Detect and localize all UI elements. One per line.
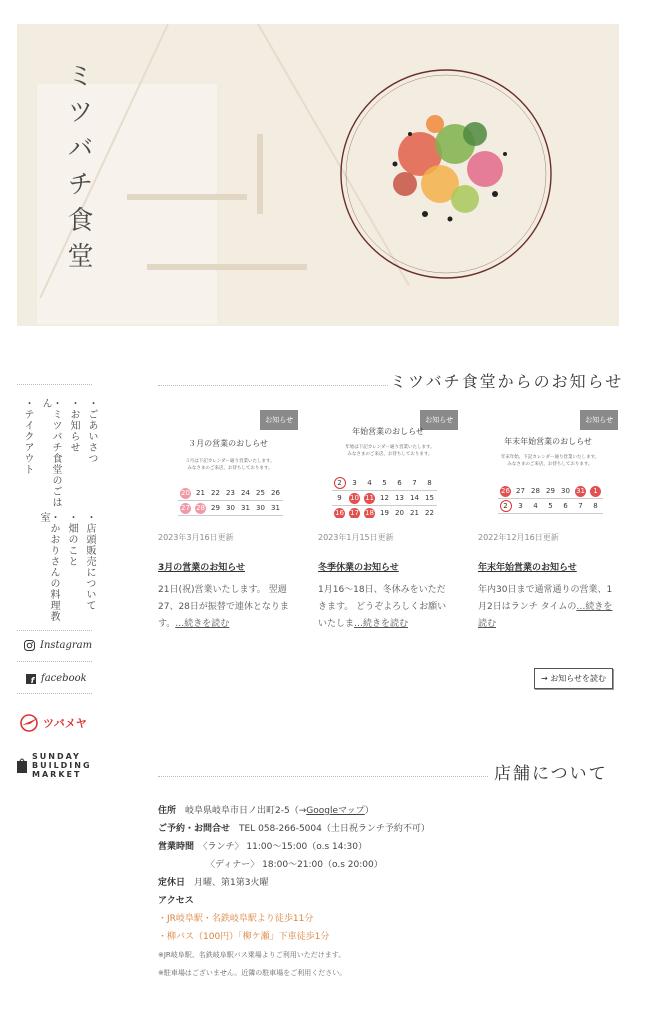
access-note-2: ※駐車場はございません。近隣の駐車場をご利用ください。 bbox=[158, 969, 347, 977]
nav-food[interactable]: ・ミツバチ食堂のごはん bbox=[40, 398, 61, 508]
news-body bbox=[318, 582, 454, 633]
access-bus: ・柳バス（100円）「柳ケ瀬」下車徒歩1分 bbox=[158, 932, 330, 942]
news-card-image-3[interactable] bbox=[478, 410, 618, 518]
news-date: 2022年12月16日更新 bbox=[478, 533, 559, 542]
closed-label: 定休日 bbox=[158, 878, 186, 888]
reserve-label: ご予約・お問合せ bbox=[158, 824, 231, 834]
news-card-image-title: 年末年始営業のおしらせ bbox=[504, 437, 592, 446]
closed-days: 月曜、第1第3火曜 bbox=[194, 878, 269, 888]
bag-icon bbox=[17, 757, 27, 774]
sidebar-divider bbox=[17, 693, 92, 694]
news-body-text: 1月16〜18日、冬休みをいただきます。 どうぞよろしくお願いいたしま bbox=[318, 585, 447, 629]
news-tag: お知らせ bbox=[580, 410, 618, 430]
calendar: 20 21 22 23 24 25 26 27 28 29 30 31 30 31 bbox=[178, 486, 283, 516]
nav-cooking-class[interactable]: ・かおりさんの料理教室 bbox=[38, 512, 59, 622]
news-date: 2023年1月15日更新 bbox=[318, 533, 394, 542]
nav-farm[interactable]: ・畑のこと bbox=[66, 512, 77, 567]
lunch-hours: 〈ランチ〉 11:00〜15:00（o.s 14:30） bbox=[203, 842, 367, 852]
calendar: 2 3 4 5 6 7 8 9 10 11 12 13 14 15 16 17 18 19 20 21 22 bbox=[332, 476, 437, 518]
sidebar-nav-group-1 bbox=[22, 398, 96, 518]
address-label: 住所 bbox=[158, 806, 177, 816]
news-body-text: 年内30日まで通常通りの営業、1月2日はランチ タイムの bbox=[478, 585, 613, 612]
news-body bbox=[478, 582, 616, 633]
address-end: ） bbox=[364, 806, 374, 816]
hero-image bbox=[17, 24, 619, 326]
news-tag: お知らせ bbox=[260, 410, 298, 430]
news-card-image-text: ３月は下記カレンダー通り営業いたします。 みなさまのご来店、お待ちしております。 bbox=[185, 459, 275, 471]
news-read-more-button[interactable]: → お知らせを読む bbox=[534, 668, 613, 689]
news-title-link[interactable]: 年末年始営業のお知らせ bbox=[478, 563, 577, 573]
access-jr: ・JR岐阜駅・名鉄岐阜駅より徒歩11分 bbox=[158, 914, 314, 924]
news-date: 2023年3月16日更新 bbox=[158, 533, 234, 542]
address-text: 岐阜県岐阜市日ノ出町2-5（→ bbox=[185, 806, 307, 816]
instagram-link[interactable] bbox=[24, 640, 92, 651]
news-body-text: 21日(祝)営業いたします。 翌週27、28日が振替で連休となります。 bbox=[158, 585, 289, 629]
sbm-line-1: SUNDAY bbox=[32, 752, 81, 761]
news-tag: お知らせ bbox=[420, 410, 458, 430]
site-logo[interactable]: ミツバチ食堂 bbox=[63, 62, 93, 278]
sidebar-divider bbox=[17, 384, 92, 385]
calendar: 26 27 28 29 30 31 1 2 3 4 5 6 7 8 bbox=[498, 484, 603, 514]
access-note-1: ※JR岐阜駅、名鉄岐阜駅バス乗場よりご利用いただけます。 bbox=[158, 951, 346, 959]
news-card-image-title: 年始営業のおしらせ bbox=[352, 427, 424, 436]
section-divider bbox=[158, 776, 488, 777]
read-more-link[interactable]: …続きを読む bbox=[175, 619, 230, 629]
swallow-logo-icon bbox=[20, 714, 40, 732]
svg-text:f: f bbox=[30, 675, 35, 684]
news-card-image-2[interactable] bbox=[318, 410, 458, 518]
sidebar-nav-group-2 bbox=[38, 512, 94, 627]
news-card-image-text: 年末年始、下記カレンダー通り営業いたします。 みなさまのご来店、お待ちしております。 bbox=[500, 455, 600, 467]
section-divider bbox=[158, 385, 388, 386]
store-info bbox=[158, 802, 628, 982]
sunday-building-market-link[interactable] bbox=[17, 752, 92, 779]
news-heading: ミツバチ食堂からのお知らせ bbox=[390, 372, 624, 391]
access-label: アクセス bbox=[158, 896, 194, 906]
dinner-hours: 〈ディナー〉 18:00〜21:00（o.s 20:00） bbox=[206, 860, 383, 870]
nav-news[interactable]: ・お知らせ bbox=[68, 398, 79, 453]
news-card-image-1[interactable] bbox=[158, 410, 298, 518]
tsubameya-label: ツバメヤ bbox=[43, 717, 87, 730]
news-title-link[interactable]: 冬季休業のお知らせ bbox=[318, 563, 399, 573]
facebook-icon bbox=[26, 674, 36, 684]
google-map-link[interactable]: Googleマップ bbox=[306, 806, 365, 816]
nav-store-sales[interactable]: ・店頭販売について bbox=[84, 512, 95, 611]
sidebar-divider bbox=[17, 661, 92, 662]
facebook-label: facebook bbox=[41, 673, 87, 684]
sbm-line-2: BUILDING bbox=[32, 761, 92, 770]
read-more-link[interactable]: …続きを読む bbox=[354, 619, 409, 629]
tel-text: TEL 058-266-5004（土日祝ランチ予約不可） bbox=[239, 824, 430, 834]
hours-label: 営業時間 bbox=[158, 842, 195, 852]
instagram-icon bbox=[24, 640, 35, 651]
sbm-line-3: MARKET bbox=[32, 770, 82, 779]
plate-illustration bbox=[335, 64, 557, 284]
nav-takeout[interactable]: ・テイクアウト bbox=[22, 398, 33, 475]
news-card-image-text: 年始は下記カレンダー通り営業いたします。 みなさまのご来店、お待ちしております。 bbox=[345, 445, 435, 457]
sidebar-divider bbox=[17, 630, 92, 631]
news-body bbox=[158, 582, 298, 633]
tsubameya-link[interactable] bbox=[20, 714, 87, 732]
news-title-link[interactable]: 3月の営業のお知らせ bbox=[158, 563, 245, 573]
instagram-label: Instagram bbox=[40, 640, 93, 651]
read-more-link[interactable]: …続きを読む bbox=[478, 602, 613, 629]
nav-greeting[interactable]: ・ごあいさつ bbox=[86, 398, 97, 464]
news-card-image-title: ３月の営業のおしらせ bbox=[188, 439, 268, 448]
store-heading: 店舗について bbox=[494, 764, 608, 784]
facebook-link[interactable] bbox=[26, 673, 87, 684]
